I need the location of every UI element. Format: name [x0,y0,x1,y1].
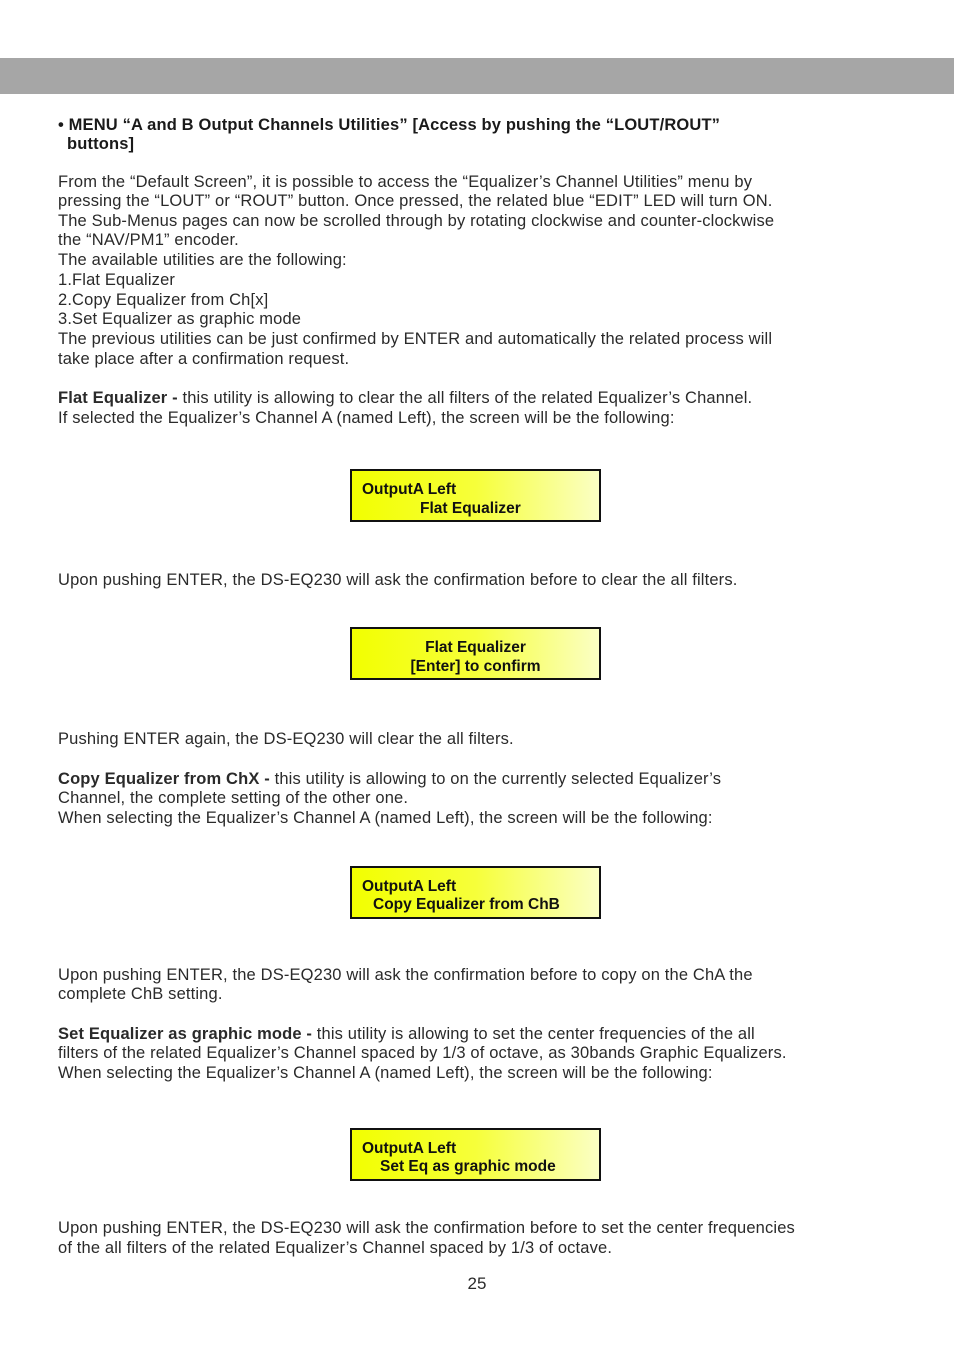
intro-line: 2.Copy Equalizer from Ch[x] [58,291,269,309]
copy-equalizer-text3: When selecting the Equalizer’s Channel A (named Left), the screen will be the following: [58,809,713,827]
lcd-line2: Copy Equalizer from ChB [373,896,560,913]
flat-after2: Pushing ENTER again, the DS-EQ230 will clear the all filters. [58,730,514,748]
lcd-screen-graphic [350,1128,601,1181]
intro-line: The previous utilities can be just confirmed by ENTER and automatically the related process will [58,330,773,348]
copy-equalizer-text: this utility is allowing to on the currently selected Equalizer’s [269,770,722,788]
lcd-line2: [Enter] to confirm [410,658,541,675]
lcd-screen-copy [350,866,601,919]
flat-equalizer-text2: If selected the Equalizer’s Channel A (named Left), the screen will be the following: [58,409,675,427]
intro-line: 1.Flat Equalizer [58,271,176,289]
menu-heading-line1: • MENU “A and B Output Channels Utilities” [Access by pushing the “LOUT/ROUT” [58,116,721,134]
intro-line: take place after a confirmation request. [58,350,350,368]
intro-line: pressing the “LOUT” or “ROUT” button. Once pressed, the related blue “EDIT” LED will turn ON. [58,192,773,210]
lcd-screen-confirm [350,627,601,680]
flat-after1: Upon pushing ENTER, the DS-EQ230 will ask the confirmation before to clear the all filters. [58,571,738,589]
graphic-mode-text2: filters of the related Equalizer’s Channel spaced by 1/3 of octave, as 30bands Graphic Equalizers. [58,1044,787,1062]
menu-heading-line2: buttons] [67,135,135,153]
lcd-screen-flat [350,469,601,522]
graphic-after2: of the all filters of the related Equalizer’s Channel spaced by 1/3 of octave. [58,1239,613,1257]
copy-equalizer-label: Copy Equalizer from ChX - [58,770,270,788]
graphic-mode-paragraph [58,1024,755,1044]
flat-equalizer-label: Flat Equalizer - [58,389,178,407]
lcd-line1: OutputA Left [362,1140,457,1157]
page-number: 25 [467,1274,487,1293]
graphic-mode-label: Set Equalizer as graphic mode - [58,1025,313,1043]
intro-line: The Sub-Menus pages can now be scrolled through by rotating clockwise and counter-clockwise [58,212,775,230]
intro-line: 3.Set Equalizer as graphic mode [58,310,302,328]
flat-equalizer-text: this utility is allowing to clear the all filters of the related Equalizer’s Channel. [177,389,753,407]
lcd-line2: Set Eq as graphic mode [380,1158,556,1175]
intro-line: The available utilities are the following: [58,251,347,269]
lcd-line2: Flat Equalizer [420,500,521,517]
copy-equalizer-text2: Channel, the complete setting of the other one. [58,789,409,807]
lcd-line1: OutputA Left [362,481,457,498]
flat-equalizer-paragraph [58,388,752,408]
lcd-line1: Flat Equalizer [425,639,526,656]
copy-after2: complete ChB setting. [58,985,223,1003]
graphic-after1: Upon pushing ENTER, the DS-EQ230 will ask the confirmation before to set the center frequencies [58,1219,795,1237]
intro-line: the “NAV/PM1” encoder. [58,231,239,249]
intro-line: From the “Default Screen”, it is possible to access the “Equalizer’s Channel Utilities” menu by [58,173,753,191]
copy-after1: Upon pushing ENTER, the DS-EQ230 will ask the confirmation before to copy on the ChA the [58,966,753,984]
graphic-mode-text: this utility is allowing to set the center frequencies of the all [312,1025,755,1043]
header-bar [0,58,954,94]
lcd-line1: OutputA Left [362,878,457,895]
graphic-mode-text3: When selecting the Equalizer’s Channel A (named Left), the screen will be the following: [58,1064,713,1082]
copy-equalizer-paragraph [58,769,721,789]
